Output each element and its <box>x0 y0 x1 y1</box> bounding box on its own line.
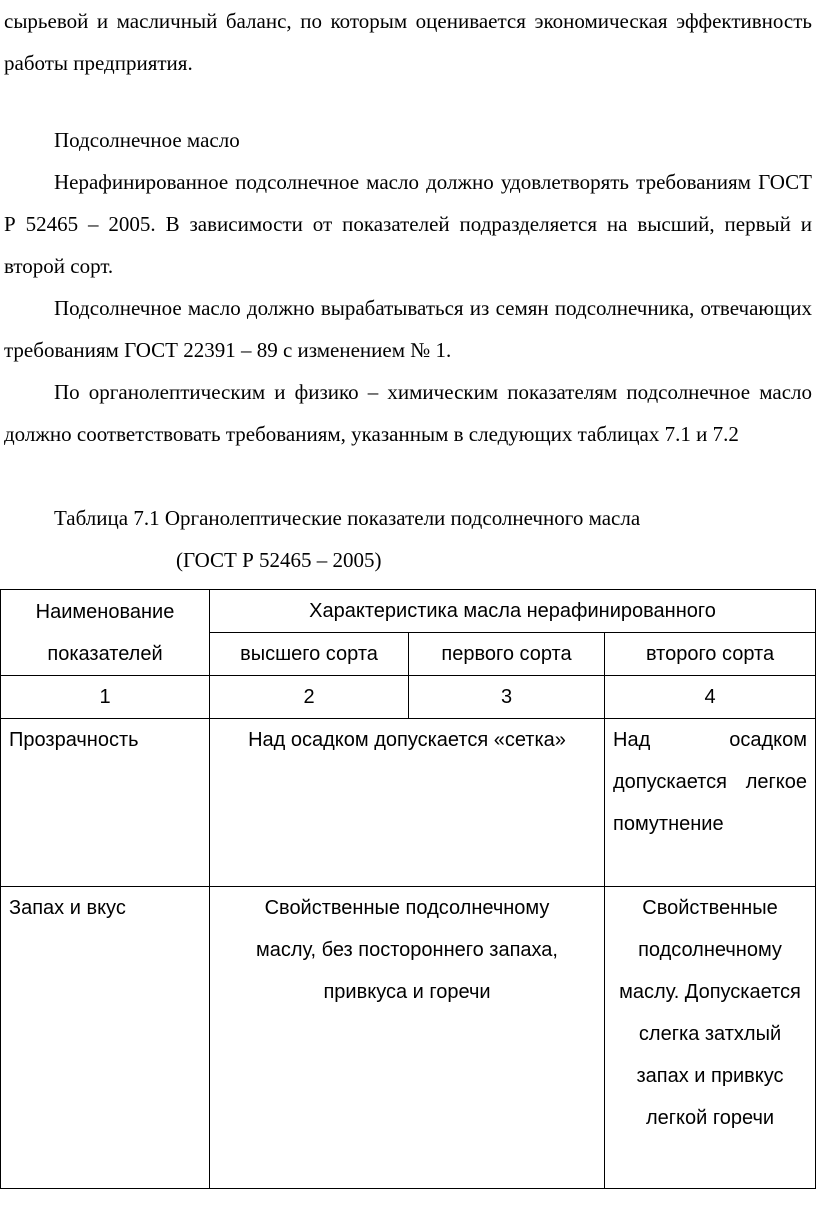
column-number: 3 <box>409 676 605 719</box>
row-transparency-grade-3: Над осадком допускается легкое помутнение <box>605 719 816 887</box>
paragraph-gost: Нерафинированное подсолнечное масло должно удовлетворять требованиям ГОСТ Р 52465 – 2005. В зависимости от показателей подразделяется на высший, первый и второй сорт. <box>4 170 812 278</box>
header-indicator-name: Наименование показателей <box>1 590 210 676</box>
table-row <box>1 887 816 1189</box>
intro-paragraph: сырьевой и масличный баланс, по которым оценивается экономическая эффективность работы предприятия. <box>4 9 812 75</box>
header-oil-characteristics: Характеристика масла нерафинированного <box>210 590 816 633</box>
column-number: 1 <box>1 676 210 719</box>
column-number: 2 <box>210 676 409 719</box>
table-column-numbers-row <box>1 676 816 719</box>
row-name-transparency: Прозрачность <box>1 719 210 887</box>
column-number: 4 <box>605 676 816 719</box>
header-second-grade: второго сорта <box>605 633 816 676</box>
table-header-row <box>1 590 816 633</box>
paragraph-indicators: По органолептическим и физико – химическим показателям подсолнечное масло должно соответствовать требованиям, указанным в следующих таблицах 7.1 и 7.2 <box>4 380 812 446</box>
row-transparency-grades-1-2: Над осадком допускается «сетка» <box>210 719 605 887</box>
row-smell-taste-grades-1-2: Свойственные подсолнечному маслу, без постороннего запаха, привкуса и горечи <box>210 887 605 1189</box>
table-row <box>1 719 816 887</box>
section-title: Подсолнечное масло <box>54 128 240 152</box>
header-premium-grade: высшего сорта <box>210 633 409 676</box>
row-name-smell-taste: Запах и вкус <box>1 887 210 1189</box>
table-caption: Таблица 7.1 Органолептические показатели подсолнечного масла <box>54 506 641 530</box>
header-first-grade: первого сорта <box>409 633 605 676</box>
paragraph-seeds: Подсолнечное масло должно вырабатываться из семян подсолнечника, отвечающих требованиям ГОСТ 22391 – 89 с изменением № 1. <box>4 296 812 362</box>
row-smell-taste-grade-3: Свойственные подсолнечному маслу. Допускается слегка затхлый запах и привкус легкой горечи <box>605 887 816 1189</box>
table-caption-standard: (ГОСТ Р 52465 – 2005) <box>176 548 382 572</box>
organoleptic-table <box>0 589 816 1189</box>
